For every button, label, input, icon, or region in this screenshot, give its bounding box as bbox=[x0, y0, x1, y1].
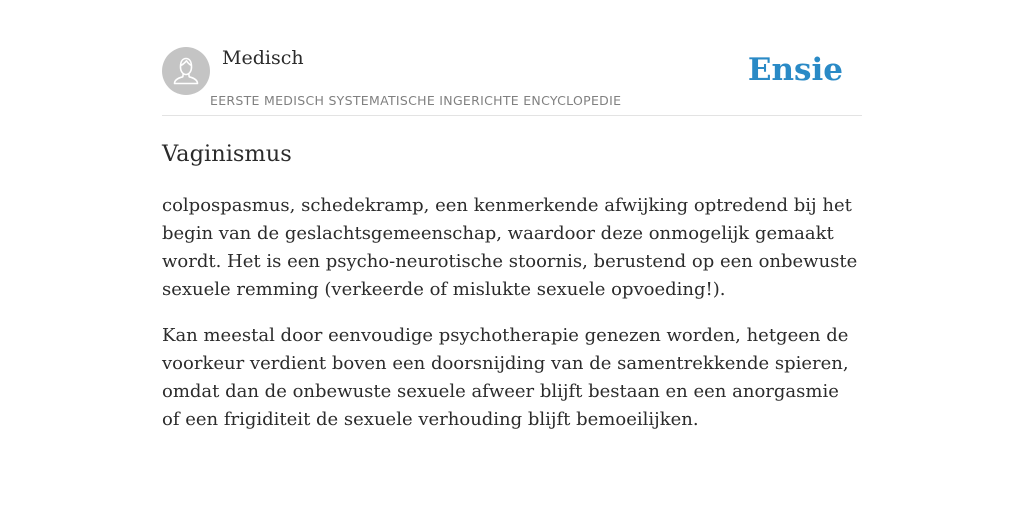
entry-title: Vaginismus bbox=[162, 141, 292, 167]
entry-card bbox=[162, 0, 862, 512]
source-subtitle: EERSTE MEDISCH SYSTEMATISCHE INGERICHTE ENCYCLOPEDIE bbox=[210, 93, 622, 108]
user-silhouette-icon bbox=[162, 47, 210, 95]
entry-body bbox=[162, 192, 862, 452]
entry-paragraph: Kan meestal door eenvoudige psychotherapie genezen worden, hetgeen de voorkeur verdient boven een doorsnijding van de samentrekkende spieren, omdat dan de onbewuste sexuele afweer blijft bestaan en een anorgasmie of een frigiditeit de sexuele verhouding blijft bemoeilijken. bbox=[162, 325, 849, 430]
source-name[interactable]: Medisch bbox=[222, 47, 304, 69]
header-divider bbox=[162, 115, 862, 116]
ensie-logo[interactable]: Ensie bbox=[747, 52, 843, 88]
entry-paragraph: colpospasmus, schedekramp, een kenmerkende afwijking optredend bij het begin van de geslachtsgemeenschap, waardoor deze onmogelijk gemaakt wordt. Het is een psycho-neurotische stoornis, berustend op een onbewuste sexuele remming (verkeerde of mislukte sexuele opvoeding!). bbox=[162, 195, 858, 300]
avatar[interactable] bbox=[162, 47, 210, 95]
